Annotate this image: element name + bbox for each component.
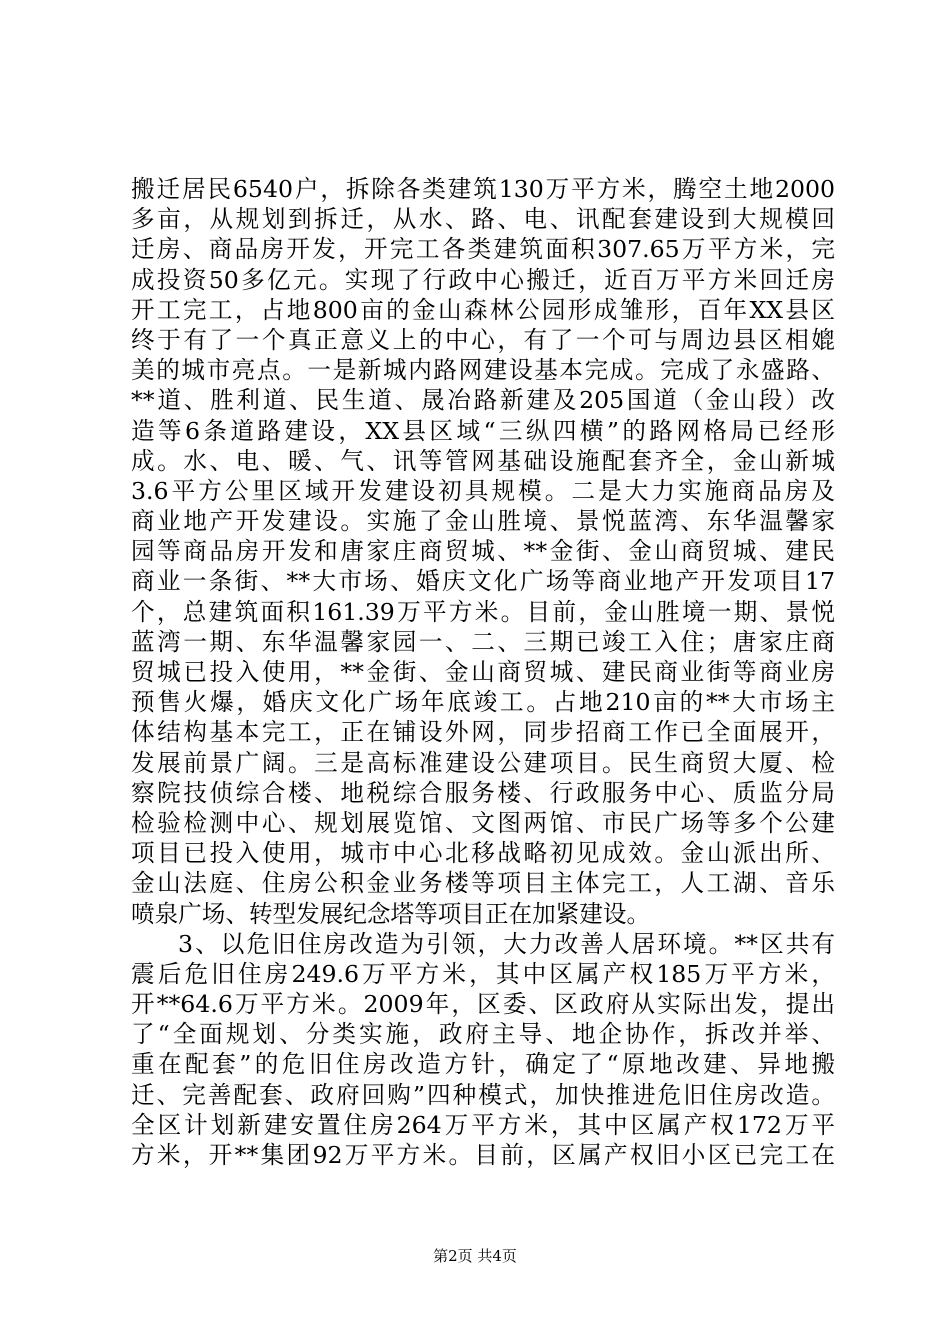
- text-line: 金山法庭、住房公积金业务楼等项目主体完工，人工湖、音乐: [131, 869, 835, 898]
- text-line: **道、胜利道、民生道、晟冶路新建及205国道（金山段）改: [131, 386, 835, 415]
- text-line: 了“全面规划、分类实施，政府主导、地企协作，拆改并举、: [131, 1020, 835, 1049]
- text-line: 园等商品房开发和唐家庄商贸城、**金街、金山商贸城、建民: [131, 537, 835, 566]
- text-line: 体结构基本完工，正在铺设外网，同步招商工作已全面展开，: [131, 718, 835, 747]
- text-line: 震后危旧住房249.6万平方米，其中区属产权185万平方米，: [131, 959, 835, 988]
- text-line: 美的城市亮点。一是新城内路网建设基本完成。完成了永盛路、: [131, 356, 835, 385]
- text-line: 重在配套”的危旧住房改造方针，确定了“原地改建、异地搬: [131, 1050, 835, 1079]
- text-line: 商业一条街、**大市场、婚庆文化广场等商业地产开发项目17: [131, 567, 835, 596]
- text-line: 成投资50多亿元。实现了行政中心搬迁，近百万平方米回迁房: [131, 265, 835, 294]
- text-line: 全区计划新建安置住房264万平方米，其中区属产权172万平: [131, 1110, 835, 1139]
- text-line: 迁、完善配套、政府回购”四种模式，加快推进危旧住房改造。: [131, 1080, 835, 1109]
- text-line: 方米，开**集团92万平方米。目前，区属产权旧小区已完工在: [131, 1141, 835, 1169]
- text-line: 终于有了一个真正意义上的中心，有了一个可与周边县区相媲: [131, 325, 835, 354]
- text-line: 检验检测中心、规划展览馆、文图两馆、市民广场等多个公建: [131, 808, 835, 837]
- text-line: 开工完工，占地800亩的金山森林公园形成雏形，百年XX县区: [131, 295, 835, 324]
- paragraph-start-line: 3、以危旧住房改造为引领，大力改善人居环境。**区共有: [178, 929, 835, 958]
- text-line: 成。水、电、暖、气、讯等管网基础设施配套齐全，金山新城: [131, 446, 835, 475]
- text-line: 多亩，从规划到拆迁，从水、路、电、讯配套建设到大规模回: [131, 205, 835, 234]
- page-number-footer: 第2页 共4页: [433, 1247, 517, 1265]
- text-line: 预售火爆，婚庆文化广场年底竣工。占地210亩的**大市场主: [131, 688, 835, 717]
- text-line: 商业地产开发建设。实施了金山胜境、景悦蓝湾、东华温馨家: [131, 507, 835, 536]
- body-text: [131, 174, 835, 1170]
- text-line: 贸城已投入使用，**金街、金山商贸城、建民商业街等商业房: [131, 658, 835, 686]
- text-line: 迁房、商品房开发，开完工各类建筑面积307.65万平方米，完: [131, 235, 835, 264]
- text-line: 开**64.6万平方米。2009年，区委、区政府从实际出发，提出: [131, 990, 835, 1019]
- text-line: 个，总建筑面积161.39万平方米。目前，金山胜境一期、景悦: [131, 597, 835, 626]
- text-line: 搬迁居民6540户，拆除各类建筑130万平方米，腾空土地2000: [131, 175, 835, 203]
- text-line: 项目已投入使用，城市中心北移战略初见成效。金山派出所、: [131, 839, 835, 868]
- text-line: 察院技侦综合楼、地税综合服务楼、行政服务中心、质监分局: [131, 778, 835, 807]
- text-line: 蓝湾一期、东华温馨家园一、二、三期已竣工入住；唐家庄商: [131, 627, 835, 656]
- text-line: 发展前景广阔。三是高标准建设公建项目。民生商贸大厦、检: [131, 748, 835, 777]
- paragraph-end-line: 喷泉广场、转型发展纪念塔等项目正在加紧建设。: [131, 899, 651, 928]
- text-line: 3.6平方公里区域开发建设初具规模。二是大力实施商品房及: [131, 476, 835, 505]
- text-line: 造等6条道路建设，XX县区域“三纵四横”的路网格局已经形: [131, 416, 835, 445]
